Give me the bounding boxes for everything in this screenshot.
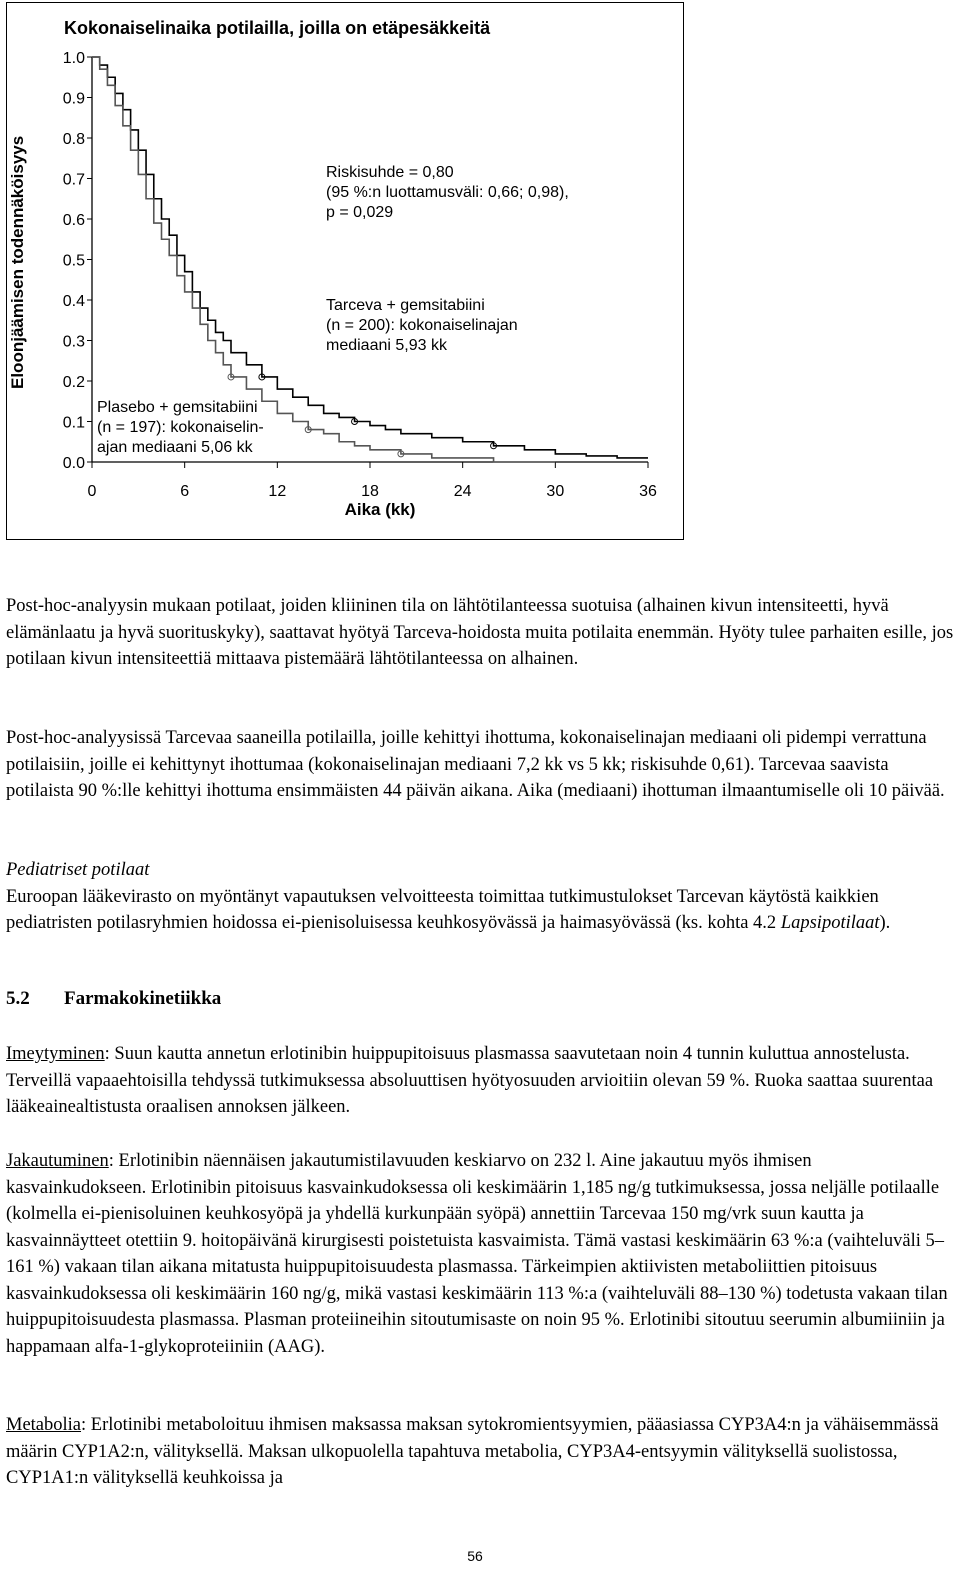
placebo-annotation-line: ajan mediaani 5,06 kk [97, 439, 253, 456]
x-tick-label: 6 [180, 483, 190, 500]
pediatric-section [6, 857, 956, 937]
metabolism-body: : Erlotinibi metaboloituu ihmisen maksassa maksan sytokromientsyymien, pääasiassa CYP3A4:n ja vähäisemmässä määrin CYP1A2:n, välityksellä. Maksan ulkopuolella tapahtuva metabolia, CYP3A4-entsyymin välityksellä suolistossa, CYP1A1:n välityksellä keuhkoissa ja [6, 1415, 939, 1488]
section-number: 5.2 [6, 988, 30, 1009]
chart-title: Kokonaiselinaika potilailla, joilla on etäpesäkkeitä [64, 18, 491, 38]
paragraph-rash-analysis [6, 725, 956, 805]
y-tick-label: 0.3 [62, 333, 85, 351]
hazard-ratio-annotation [326, 163, 569, 223]
x-tick-label: 30 [546, 483, 565, 500]
confidence-interval-line: (95 %:n luottamusväli: 0,66; 0,98), [326, 184, 569, 201]
x-tick-label: 0 [87, 483, 97, 500]
page-number: 56 [467, 1548, 483, 1564]
placebo-annotation-line: (n = 197): kokonaiselin- [97, 419, 264, 436]
tarceva-annotation-line: mediaani 5,93 kk [326, 337, 447, 354]
y-tick-label: 0.0 [62, 455, 85, 472]
metabolism-paragraph [6, 1412, 956, 1492]
absorption-label: Imeytyminen [6, 1044, 105, 1064]
section-title: Farmakokinetiikka [64, 988, 222, 1009]
y-tick-label: 0.4 [62, 293, 85, 310]
y-tick-label: 1.0 [62, 50, 85, 67]
paragraph-text: Post-hoc-analyysin mukaan potilaat, joiden kliininen tila on lähtötilanteessa suotuisa (alhainen kivun intensiteetti, hyvä elämänlaatu ja hyvä suorituskyky), saattavat hyötyä Tarceva-hoidosta muita potilaita enemmän. Hyöty tulee parhaiten esille, jos potilaan kivun intensiteettiä mittaava pistemäärä lähtötilanteessa on alhainen. [6, 596, 954, 669]
distribution-label: Jakautuminen [6, 1151, 109, 1171]
distribution-paragraph [6, 1148, 956, 1360]
hazard-ratio-line: Riskisuhde = 0,80 [326, 164, 454, 181]
pediatric-reference: Lapsipotilaat [780, 913, 880, 933]
y-tick-label: 0.6 [62, 212, 85, 229]
metabolism-label: Metabolia [6, 1415, 82, 1435]
y-tick-label: 0.8 [62, 131, 85, 148]
paragraph-post-hoc [6, 593, 956, 673]
x-tick-label: 24 [453, 483, 472, 500]
pediatric-title: Pediatriset potilaat [6, 860, 150, 880]
distribution-body: : Erlotinibin näennäisen jakautumistilavuuden keskiarvo on 232 l. Aine jakautuu myös ihmisen kasvainkudokseen. Erlotinibin pitoisuus kasvainkudoksessa oli keskimäärin 1,185 ng/g tutkimuksessa, jossa neljälle potilaalle (kolmella ei-pienisoluinen keuhkosyöpä ja yhdellä kurkunpään syöpä) annettiin Tarcevaa 150 mg/vrk suun kautta ja kasvainnäytteet otettiin 9. hoitopäivänä kirurgisesti poistetuista kasvaimista. Tämä vastasi keskimäärin 63 %:a (vaihteluväli 5–161 %) vakaan tilan aikana mitatusta huippupitoisuudesta plasmassa. Tärkeimpien aktiivisten metaboliittien pitoisuus kasvainkudoksessa oli keskimäärin 160 ng/g, mikä vastasi keskimäärin 113 %:a (vaihteluväli 88–130 %) todetusta vakaan tilan huippupitoisuudesta plasmassa. Plasman proteiineihin sitoutumisaste on noin 95 %. Erlotinibi sitoutuu seerumin albumiiniin ja happamaan alfa-1-glykoproteiiniin (AAG). [6, 1151, 948, 1357]
y-axis-label-text: Eloonjäämisen todennäköisyys [8, 135, 27, 389]
y-tick-label: 0.1 [62, 414, 85, 432]
placebo-annotation-line: Plasebo + gemsitabiini [97, 399, 258, 416]
tarceva-annotation-line: (n = 200): kokonaiselinajan [326, 317, 518, 334]
y-tick-label: 0.7 [62, 171, 85, 189]
x-tick-label: 12 [268, 483, 287, 500]
section-heading [6, 988, 221, 1010]
y-tick-label: 0.5 [62, 252, 85, 270]
pediatric-body: Euroopan lääkevirasto on myöntänyt vapautuksen velvoitteesta toimittaa tutkimustulokset Tarcevan käytöstä kaikkien pediatristen potilasryhmien hoidossa ei-pienisoluisessa keuhkosyövässä ja haimasyövässä (ks. kohta 4.2 [6, 886, 879, 933]
pediatric-end: ). [879, 913, 891, 933]
tarceva-annotation-line: Tarceva + gemsitabiini [326, 297, 485, 314]
placebo-annotation [97, 398, 264, 458]
p-value-line: p = 0,029 [326, 204, 394, 221]
y-tick-label: 0.9 [62, 90, 85, 108]
y-tick-label: 0.2 [62, 374, 85, 391]
paragraph-text: Post-hoc-analyysissä Tarcevaa saaneilla potilailla, joille kehittyi ihottuma, kokonaiselinajan mediaani oli pidempi verrattuna potilaisiin, joille ei kehittynyt ihottumaa (kokonaiselinajan mediaani 7,2 kk vs 5 kk; riskisuhde 0,61). Tarcevaa saavista potilaista 90 %:lle kehittyi ihottuma ensimmäisten 44 päivän aikana. Aika (mediaani) ihottuman ilmaantumiselle oli 10 päivää. [6, 728, 945, 801]
x-tick-label: 18 [361, 483, 379, 500]
x-tick-label: 36 [639, 483, 657, 500]
x-axis-label: Aika (kk) [344, 500, 416, 519]
absorption-body: : Suun kautta annetun erlotinibin huippupitoisuus plasmassa saavutetaan noin 4 tunnin kuluttua annostelusta. Terveillä vapaaehtoisilla tehdyssä tutkimuksessa absoluuttisen hyötyosuuden arvioitiin olevan 59 %. Ruoka saattaa suurentaa lääkeainealtistusta oraalisen annoksen jälkeen. [6, 1044, 934, 1117]
pediatric-paragraph [6, 884, 956, 937]
absorption-paragraph [6, 1041, 956, 1121]
survival-chart [0, 0, 960, 560]
tarceva-annotation [326, 296, 518, 356]
